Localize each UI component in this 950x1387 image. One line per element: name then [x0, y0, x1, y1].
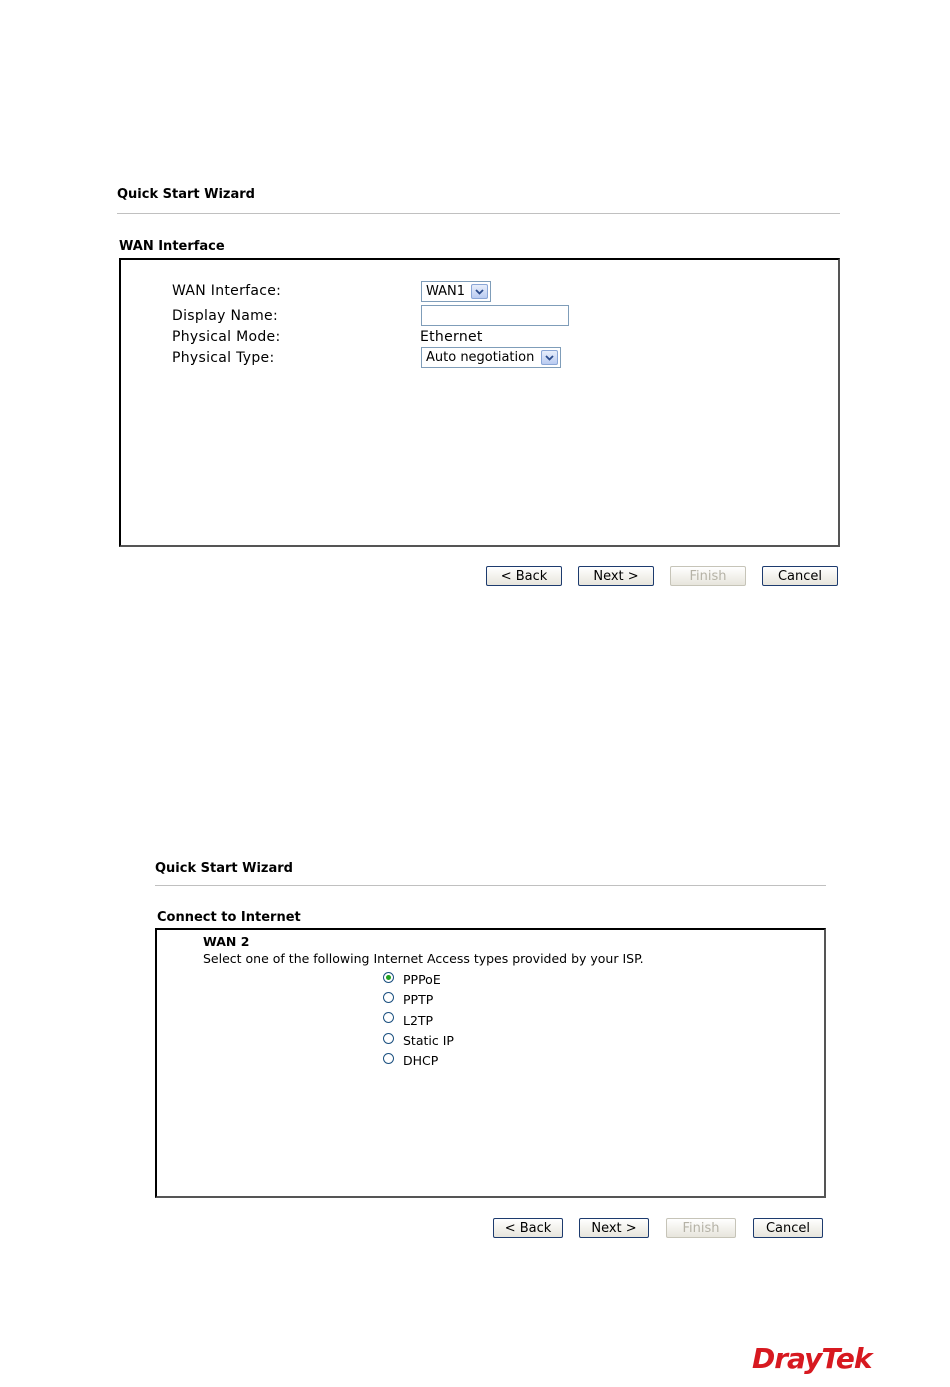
section-title: Connect to Internet	[157, 910, 301, 925]
next-button[interactable]: Next >	[578, 566, 654, 586]
option-label: PPTP	[403, 992, 434, 1007]
option-label: DHCP	[403, 1053, 439, 1068]
display-name-input[interactable]	[421, 305, 569, 326]
instruction-text: Select one of the following Internet Access types provided by your ISP.	[203, 951, 644, 966]
radio-dhcp[interactable]	[383, 1053, 394, 1064]
next-button[interactable]: Next >	[579, 1218, 649, 1238]
physical-mode-value: Ethernet	[420, 329, 483, 345]
radio-static-ip[interactable]	[383, 1033, 394, 1044]
wizard-title: Quick Start Wizard	[117, 187, 255, 202]
radio-l2tp[interactable]	[383, 1012, 394, 1023]
chevron-down-icon	[471, 284, 488, 299]
radio-pppoe[interactable]	[383, 972, 394, 983]
cancel-button[interactable]: Cancel	[762, 566, 838, 586]
option-label: L2TP	[403, 1013, 434, 1028]
wan-label: WAN 2	[203, 934, 250, 949]
title-divider	[155, 885, 826, 886]
physical-type-label: Physical Type:	[172, 350, 275, 366]
wan-interface-label: WAN Interface:	[172, 283, 282, 299]
physical-mode-label: Physical Mode:	[172, 329, 281, 345]
back-button[interactable]: < Back	[493, 1218, 563, 1238]
wan-interface-select[interactable]	[421, 281, 491, 302]
finish-button: Finish	[670, 566, 746, 586]
finish-button: Finish	[666, 1218, 736, 1238]
option-label: Static IP	[403, 1033, 454, 1048]
radio-pptp[interactable]	[383, 992, 394, 1003]
cancel-button[interactable]: Cancel	[753, 1218, 823, 1238]
option-label: PPPoE	[403, 972, 441, 987]
section-title: WAN Interface	[119, 239, 225, 254]
access-type-options	[383, 972, 583, 1072]
display-name-label: Display Name:	[172, 308, 278, 324]
draytek-logo: DrayTek	[752, 1342, 872, 1375]
back-button[interactable]: < Back	[486, 566, 562, 586]
chevron-down-icon	[541, 350, 558, 365]
wizard-title: Quick Start Wizard	[155, 861, 293, 876]
title-divider	[117, 213, 840, 214]
physical-type-value: Auto negotiation	[426, 350, 535, 365]
wan-interface-value: WAN1	[426, 284, 466, 299]
physical-type-select[interactable]	[421, 347, 561, 368]
